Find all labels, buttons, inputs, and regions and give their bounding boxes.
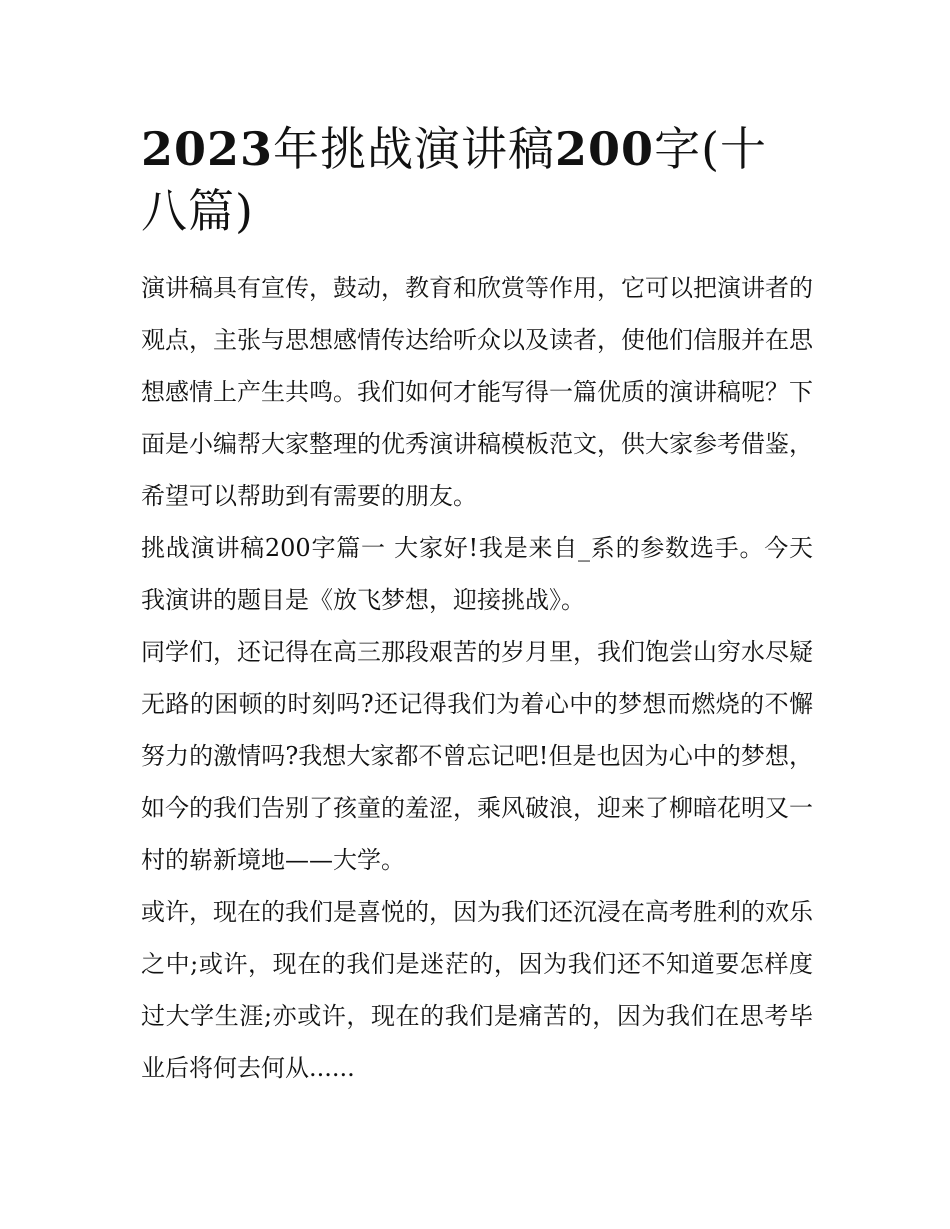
reflection-paragraph: 或许，现在的我们是喜悦的，因为我们还沉浸在高考胜利的欢乐之中;或许，现在的我们是迷茫的，因为我们还不知道要怎样度过大学生涯;亦或许，现在的我们是痛苦的，因为我们在思考毕业后将何去何从...... [141, 898, 813, 1082]
document-title: 2023年挑战演讲稿200字(十八篇) [141, 122, 768, 238]
memories-paragraph: 同学们，还记得在高三那段艰苦的岁月里，我们饱尝山穷水尽疑无路的困顿的时刻吗?还记得我们为着心中的梦想而燃烧的不懈努力的激情吗?我想大家都不曾忘记吧!但是也因为心中的梦想，如今的我们告别了孩童的羞涩，乘风破浪，迎来了柳暗花明又一村的崭新境地——大学。 [141, 638, 813, 874]
intro-paragraph: 演讲稿具有宣传，鼓动，教育和欣赏等作用，它可以把演讲者的观点，主张与思想感情传达给听众以及读者，使他们信服并在思想感情上产生共鸣。我们如何才能写得一篇优质的演讲稿呢？下面是小编帮大家整理的优秀演讲稿模板范文，供大家参考借鉴，希望可以帮助到有需要的朋友。 [141, 274, 813, 510]
speech-opening-paragraph: 挑战演讲稿200字篇一 大家好!我是来自_系的参数选手。今天我演讲的题目是《放飞梦想，迎接挑战》。 [141, 534, 813, 614]
document-body [141, 118, 813, 1094]
